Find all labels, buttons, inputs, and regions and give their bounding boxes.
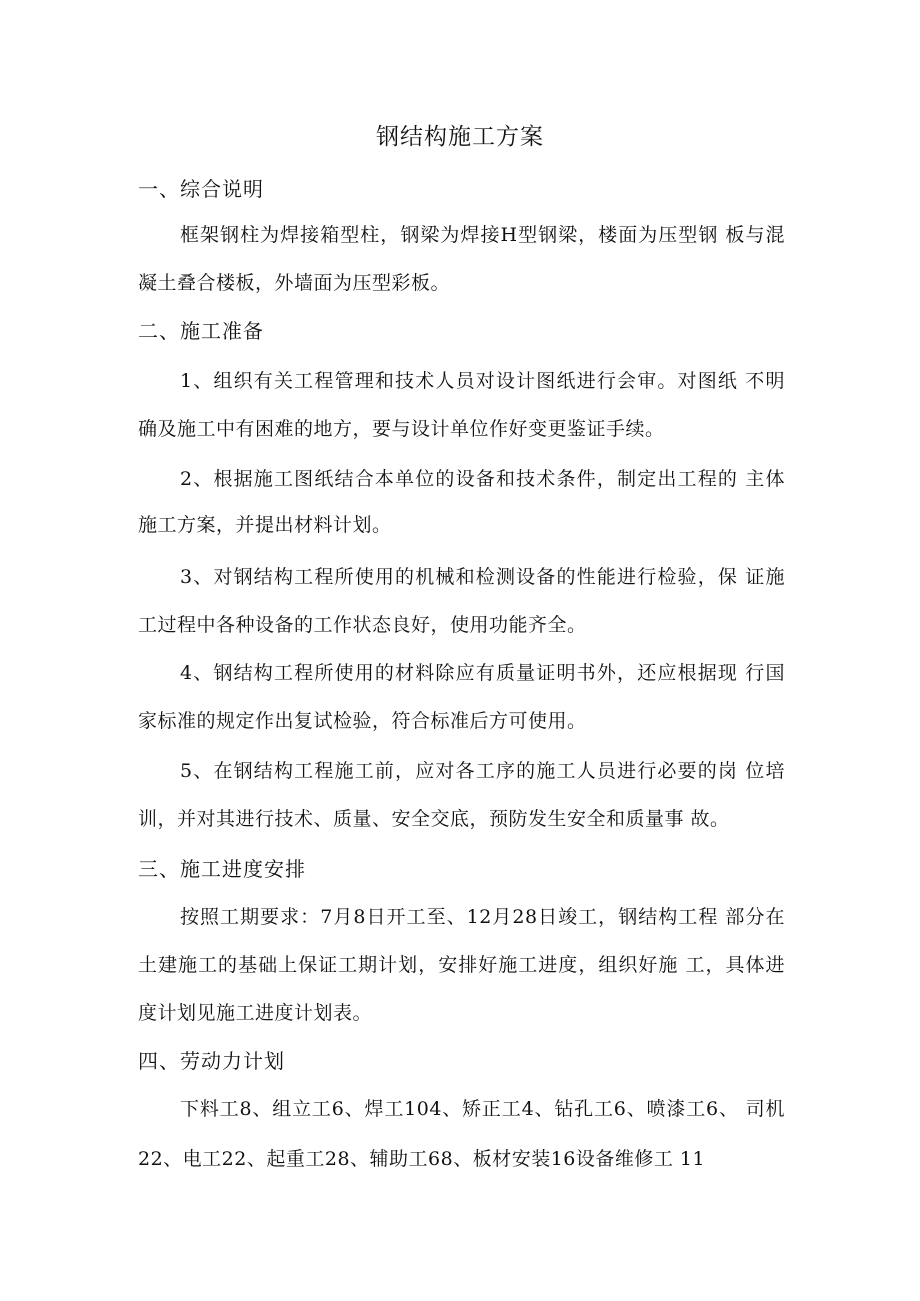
paragraph-line: 训，并对其进行技术、质量、安全交底，预防发生安全和质量事 故。 xyxy=(138,808,730,830)
document-title: 钢结构施工方案 xyxy=(376,124,544,150)
section-heading-4: 四、劳动力计划 xyxy=(138,1049,285,1073)
paragraph-line: 度计划见施工进度计划表。 xyxy=(138,1002,373,1024)
paragraph-line: 3、对钢结构工程所使用的机械和检测设备的性能进行检验，保 证施 xyxy=(180,566,785,588)
paragraph-line: 工过程中各种设备的工作状态良好，使用功能齐全。 xyxy=(138,614,587,636)
paragraph-line: 按照工期要求：7月8日开工至、12月28日竣工，钢结构工程 部分在 xyxy=(180,906,785,928)
paragraph-line: 框架钢柱为焊接箱型柱，钢梁为焊接H型钢梁，楼面为压型钢 板与混 xyxy=(180,224,785,246)
paragraph-line: 家标准的规定作出复试检验，符合标准后方可使用。 xyxy=(138,710,587,732)
paragraph-line: 确及施工中有困难的地方，要与设计单位作好变更鉴证手续。 xyxy=(138,418,665,440)
section-heading-1: 一、综合说明 xyxy=(138,177,264,201)
paragraph-line: 22、电工22、起重工28、辅助工68、板材安装16设备维修工 11 xyxy=(138,1148,706,1170)
paragraph-line: 2、根据施工图纸结合本单位的设备和技术条件，制定出工程的 主体 xyxy=(180,468,785,490)
paragraph-line: 施工方案，并提出材料计划。 xyxy=(138,514,392,536)
section-heading-3: 三、施工进度安排 xyxy=(138,857,306,881)
paragraph-line: 5、在钢结构工程施工前，应对各工序的施工人员进行必要的岗 位培 xyxy=(180,760,785,782)
paragraph-line: 土建施工的基础上保证工期计划，安排好施工进度，组织好施 工，具体进 xyxy=(138,954,785,976)
paragraph-line: 4、钢结构工程所使用的材料除应有质量证明书外，还应根据现 行国 xyxy=(180,662,785,684)
paragraph-line: 凝土叠合楼板，外墙面为压型彩板。 xyxy=(138,272,451,294)
paragraph-line: 1、组织有关工程管理和技术人员对设计图纸进行会审。对图纸 不明 xyxy=(180,370,785,392)
section-heading-2: 二、施工准备 xyxy=(138,319,264,343)
paragraph-line: 下料工8、组立工6、焊工104、矫正工4、钻孔工6、喷漆工6、 司机 xyxy=(180,1098,785,1120)
